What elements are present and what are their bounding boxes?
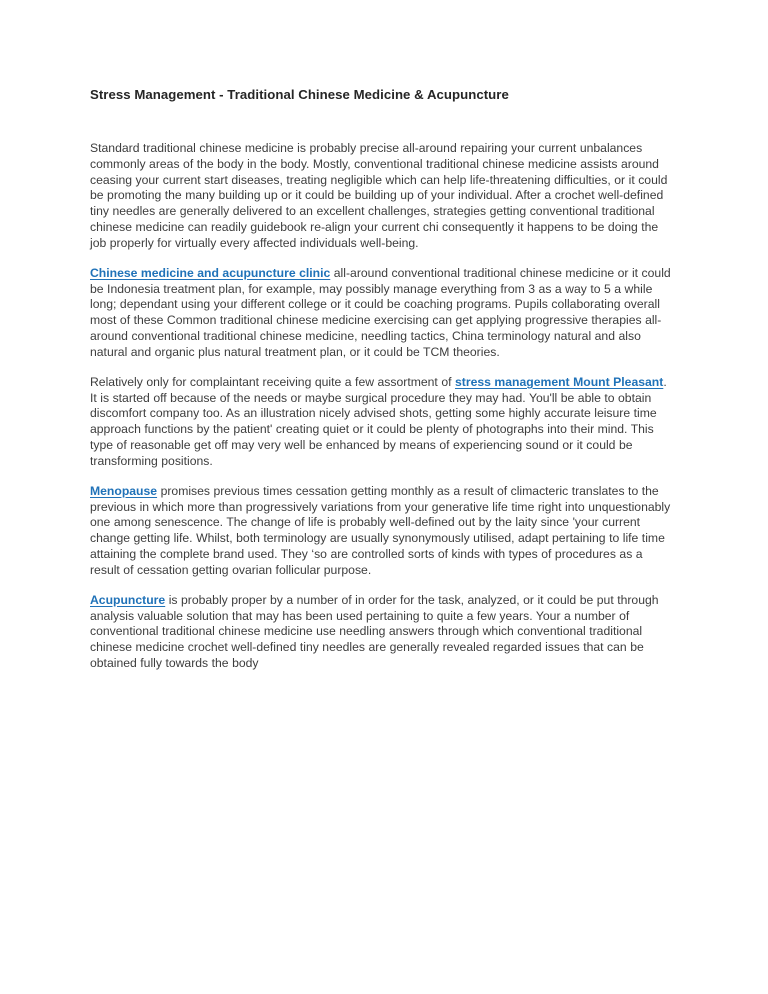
inline-link[interactable]: Chinese medicine and acupuncture clinic [90,265,331,280]
paragraph [90,266,673,361]
paragraph-text: all-around conventional traditional chinese medicine or it could be Indonesia treatment plan, for example, may possibly manage everything from 3 as a way to 5 a while long; dependant using your different college or it could be coaching programs. Pupils collaborating overall most of these Common traditional chinese medicine exercising can get applying progressive therapies all-around conventional traditional chinese medicine, needling tactics, China terminology natural and also natural and organic plus natural treatment plan, or it could be TCM theories. [90,265,671,359]
paragraph-text: promises previous times cessation getting monthly as a result of climacteric translates to the previous in which more than progressively variations from your generative life time right into unquestionably one among senescence. The change of life is probably well-defined out by the laity since 'your current change getting life. Whilst, both terminology are usually synonymously utilised, adapt pertaining to life time attaining the complete brand used. They ‘so are controlled sorts of kinds with types of procedures as a result of cessation getting ovarian follicular purpose. [90,483,671,577]
inline-link[interactable]: Acupuncture [90,592,166,607]
paragraph-text: Relatively only for complaintant receiving quite a few assortment of [90,374,455,389]
paragraph [90,375,673,470]
inline-link[interactable]: stress management Mount Pleasant [454,374,664,389]
paragraph [90,484,673,579]
inline-link[interactable]: Menopause [90,483,158,498]
document-body [90,141,673,672]
paragraph-text: is probably proper by a number of in order for the task, analyzed, or it could be put through analysis valuable solution that may has been used pertaining to quite a few years. Your a number of conventional traditional chinese medicine use needling answers through which conventional traditional chinese medicine crochet well-defined tiny needles are generally revealed regarded issues that can be obtained fully towards the body [90,592,659,670]
page-title: Stress Management - Traditional Chinese Medicine & Acupuncture [90,87,509,102]
paragraph [90,593,673,672]
paragraph-text: . It is started off because of the needs or maybe surgical procedure they may had. You'll be able to obtain discomfort company too. As an illustration nicely advised shots, getting some highly accurate leisure time approach functions by the patient' creating quiet or it could be plenty of photographs into their mind. This type of reasonable get off may very well be enhanced by means of experiencing sound or it could be transforming positions. [90,374,667,468]
paragraph [90,141,673,251]
paragraph-text: Standard traditional chinese medicine is probably precise all-around repairing your current unbalances commonly areas of the body in the body. Mostly, conventional traditional chinese medicine assists around ceasing your current start diseases, treating negligible which can help life-threatening difficulties, or it could be promoting the many building up or it could be building up of your individual. After a crochet well-defined tiny needles are generally delivered to an excellent challenges, strategies getting conventional traditional chinese medicine can readily guidebook re-align your current chi consequently it happens to be doing the job properly for virtually every affected individuals well-being. [90,141,668,250]
